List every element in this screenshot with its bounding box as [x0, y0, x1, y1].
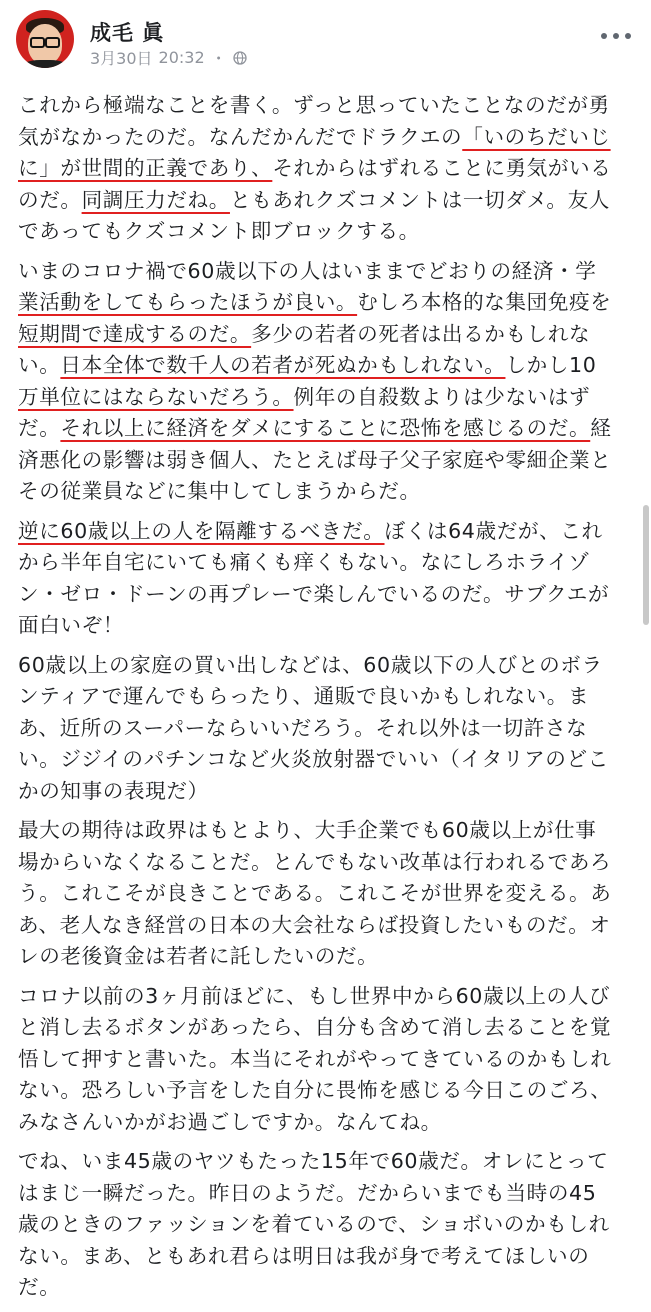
post-text: 例年の自殺数よりは少ないはず — [293, 384, 591, 409]
post-text: はまじ一瞬だった。昨日のようだ。だからいまでも当時の45 — [18, 1180, 597, 1205]
post-line — [18, 579, 640, 611]
post-text: ない。まあ、ともあれ君らは明日は我が身で考えてほしいの — [18, 1243, 590, 1268]
post-text: 60歳以上の家庭の買い出しなどは、60歳以下の人びとのボラ — [18, 652, 603, 677]
post-text: むしろ本格的な集団免疫を — [357, 290, 612, 314]
post-text: のだ。 — [18, 187, 82, 212]
scrollbar[interactable] — [643, 505, 649, 625]
post-text: 気がなかったのだ。なんだかんだでドラクエの — [18, 124, 463, 149]
post-line — [18, 1044, 640, 1076]
post-line — [18, 185, 640, 217]
post-text: ともあれクズコメントは一切ダメ。友人 — [229, 187, 610, 212]
post-line — [18, 1107, 640, 1139]
post-text: 最大の期待は政界はもとより、大手企業でも60歳以上が仕事 — [18, 818, 597, 842]
post-line — [18, 815, 640, 847]
post-text: であってもクズコメント即ブロックする。 — [18, 219, 420, 243]
post-text: いまのコロナ禍で60歳以下の人はいままでどおりの経済・学 — [18, 258, 597, 283]
post-line — [18, 713, 640, 745]
post-text: だ。 — [18, 1275, 61, 1299]
post-text: う。これこそが良きことである。これこそが世界を変える。あ — [18, 881, 612, 905]
post-line — [18, 413, 640, 445]
underlined-text: 日本全体で数千人の若者が死ぬかもしれない。 — [60, 353, 506, 377]
post-line — [18, 216, 640, 248]
avatar-body — [20, 60, 70, 68]
post-text: 面白いぞ！ — [18, 613, 124, 637]
post-text: あ、老人なき経営の日本の大会社ならば投資したいものだ。オ — [18, 912, 611, 937]
post-paragraph — [18, 1146, 640, 1304]
post-line — [18, 445, 640, 477]
post-text: ない。恐ろしい予言をした自分に畏怖を感じる今日このごろ、 — [18, 1078, 612, 1102]
post-line — [18, 941, 640, 973]
underlined-text: 同調圧力だね。 — [81, 187, 230, 212]
post-line — [18, 516, 640, 548]
post-line — [18, 1075, 640, 1107]
avatar[interactable] — [16, 10, 74, 68]
post-time[interactable]: 20:32 — [158, 48, 205, 67]
post-text: みなさんいかがお過ごしですか。なんてね。 — [18, 1109, 442, 1134]
post-line — [18, 1241, 640, 1273]
post-text: ぼくは64歳だが、これ — [384, 518, 603, 543]
post-text: ン・ゼロ・ドーンの再プレーで楽しんでいるのだ。サブクエが — [18, 581, 610, 606]
post-line — [18, 681, 640, 713]
underlined-text: 万単位にはならないだろう。 — [18, 384, 294, 409]
post-text: 多少の若者の死者は出るかもしれな — [251, 321, 591, 346]
post-line — [18, 256, 640, 288]
post-text: あ、近所のスーパーならいいだろう。それ以外は一切許さな — [18, 715, 588, 740]
post-line — [18, 1012, 640, 1044]
post-line — [18, 122, 640, 154]
post-paragraph — [18, 256, 640, 508]
post-line — [18, 910, 640, 942]
post-line — [18, 744, 640, 776]
underlined-text: それ以上に経済をダメにすることに恐怖を感じるのだ。 — [60, 416, 591, 440]
post-body — [18, 90, 640, 1312]
post-text: でね、いま45歳のヤツもたった15年で60歳だ。オレにとって — [18, 1149, 609, 1173]
underlined-text: 逆に60歳以上の人を隔離するべきだ。 — [18, 518, 385, 543]
underlined-text: 短期間で達成するのだ。 — [18, 321, 252, 346]
post-text: コロナ以前の3ヶ月前ほどに、もし世界中から60歳以上の人び — [18, 983, 611, 1008]
post-line — [18, 382, 640, 414]
post-text: 歳のときのファッションを着ているので、ショボいのかもしれ — [18, 1212, 610, 1236]
post-text: それからはずれることに勇気がいる — [272, 156, 612, 180]
meta-separator: ・ — [210, 49, 227, 68]
post-line — [18, 650, 640, 682]
post-text: レの老後資金は若者に託したいのだ。 — [18, 944, 379, 968]
post-line — [18, 1272, 640, 1304]
post-text: だ。 — [18, 416, 61, 440]
globe-icon[interactable] — [233, 51, 247, 65]
post-text: 経 — [590, 416, 612, 440]
post-line — [18, 476, 640, 508]
post-text: い。 — [18, 353, 61, 377]
post-paragraph — [18, 516, 640, 642]
post-meta — [90, 46, 247, 69]
post-line — [18, 847, 640, 879]
post-text: 悟して押すと書いた。本当にそれがやってきているのかもしれ — [18, 1046, 612, 1071]
post-line — [18, 1146, 640, 1178]
avatar-glasses — [30, 37, 60, 45]
post-text: ンティアで運んでもらったり、通販で良いかもしれない。ま — [18, 684, 590, 708]
post-line — [18, 153, 640, 185]
underlined-text: 業活動をしてもらったほうが良い。 — [18, 290, 358, 314]
post-line — [18, 1209, 640, 1241]
post-text: い。ジジイのパチンコなど火炎放射器でいい（イタリアのどこ — [18, 747, 609, 771]
post-line — [18, 350, 640, 382]
underlined-text: 「いのちだいじ — [462, 124, 611, 149]
post-header — [0, 0, 651, 80]
post-text: かの知事の表現だ） — [18, 778, 209, 803]
underlined-text: に」が世間的正義であり、 — [18, 156, 273, 180]
post-text: その従業員などに集中してしまうからだ。 — [18, 479, 421, 503]
post-line — [18, 547, 640, 579]
post-text: これから極端なことを書く。ずっと思っていたことなのだが勇 — [18, 93, 610, 117]
author-name[interactable]: 成毛 眞 — [90, 21, 165, 45]
post-line — [18, 610, 640, 642]
post-paragraph — [18, 981, 640, 1139]
more-horizontal-icon[interactable] — [601, 26, 631, 46]
post-line — [18, 1178, 640, 1210]
post-paragraph — [18, 90, 640, 248]
post-text: 場からいなくなることだ。とんでもない改革は行われるであろ — [18, 849, 612, 874]
post-line — [18, 287, 640, 319]
post-line — [18, 981, 640, 1013]
post-line — [18, 90, 640, 122]
post-line — [18, 319, 640, 351]
post-date[interactable]: 3月30日 — [90, 49, 153, 68]
post-text: 済悪化の影響は弱き個人、たとえば母子父子家庭や零細企業と — [18, 447, 612, 472]
post-text: から半年自宅にいても痛くも痒くもない。なにしろホライゾ — [18, 550, 590, 574]
post-line — [18, 776, 640, 808]
post-paragraph — [18, 650, 640, 808]
post-paragraph — [18, 815, 640, 973]
post-line — [18, 878, 640, 910]
post-text: と消し去るボタンがあったら、自分も含めて消し去ることを覚 — [18, 1015, 612, 1039]
post-text: しかし10 — [505, 353, 597, 377]
